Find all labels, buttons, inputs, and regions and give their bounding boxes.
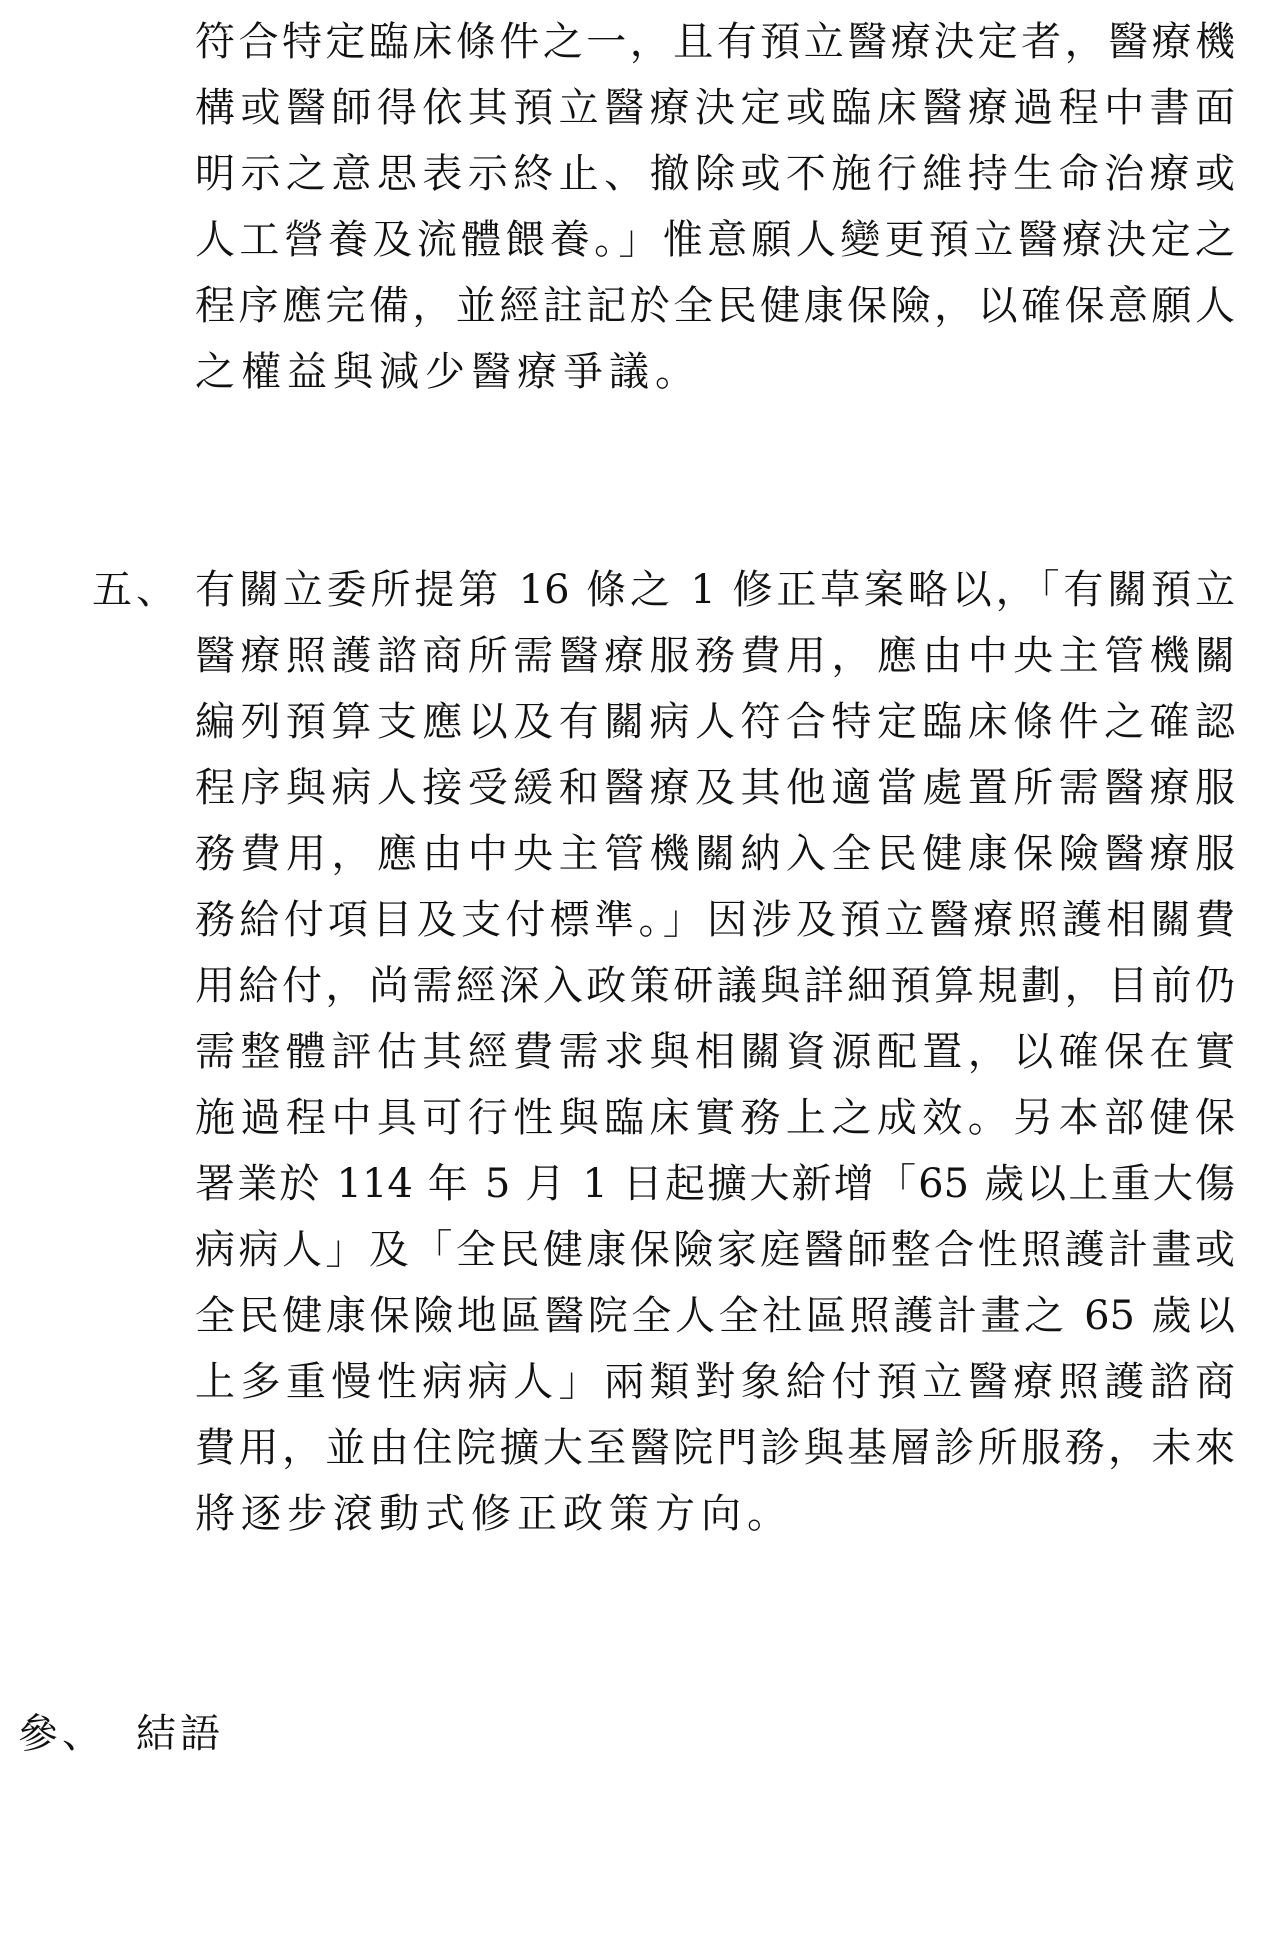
item-line: 將逐步滾動式修正政策方向。: [195, 1491, 793, 1537]
item-line: 程序與病人接受緩和醫療及其他適當處置所需醫療服: [195, 765, 1235, 811]
paragraph-line: 構或醫師得依其預立醫療決定或臨床醫療過程中書面: [195, 85, 1235, 131]
paragraph-line: 之權益與減少醫療爭議。: [195, 349, 701, 395]
paragraph-line: 程序應完備，並經註記於全民健康保險，以確保意願人: [195, 283, 1235, 329]
item-line: 醫療照護諮商所需醫療服務費用，應由中央主管機關: [195, 633, 1235, 679]
paragraph-line: 明示之意思表示終止、撤除或不施行維持生命治療或: [195, 151, 1235, 197]
item-line: 全民健康保險地區醫院全人全社區照護計畫之 65 歲以: [195, 1293, 1235, 1339]
item-marker: 五、: [92, 567, 180, 613]
item-line: 病病人」及「全民健康保險家庭醫師整合性照護計畫或: [195, 1227, 1235, 1273]
item-line: 編列預算支應以及有關病人符合特定臨床條件之確認: [195, 699, 1235, 745]
item-line: 費用，並由住院擴大至醫院門診與基層診所服務，未來: [195, 1425, 1235, 1471]
item-line: 有關立委所提第 16 條之 1 修正草案略以，「有關預立: [195, 567, 1235, 613]
item-line: 上多重慢性病病人」兩類對象給付預立醫療照護諮商: [195, 1359, 1235, 1405]
section-title: 結語: [136, 1711, 224, 1757]
section-heading-conclusion: [18, 1710, 224, 1758]
item-line: 需整體評估其經費需求與相關資源配置，以確保在實: [195, 1029, 1235, 1075]
item-line: 用給付，尚需經深入政策研議與詳細預算規劃，目前仍: [195, 963, 1235, 1009]
paragraph-line: 符合特定臨床條件之一，且有預立醫療決定者，醫療機: [195, 19, 1235, 65]
paragraph-line: 人工營養及流體餵養。」惟意願人變更預立醫療決定之: [195, 217, 1235, 263]
item-line: 務給付項目及支付標準。」因涉及預立醫療照護相關費: [195, 897, 1235, 943]
item-line: 務費用，應由中央主管機關納入全民健康保險醫療服: [195, 831, 1235, 877]
item-line: 施過程中具可行性與臨床實務上之成效。另本部健保: [195, 1095, 1235, 1141]
item-line: 署業於 114 年 5 月 1 日起擴大新增「65 歲以上重大傷: [195, 1161, 1235, 1207]
section-marker: 參、: [18, 1711, 106, 1757]
